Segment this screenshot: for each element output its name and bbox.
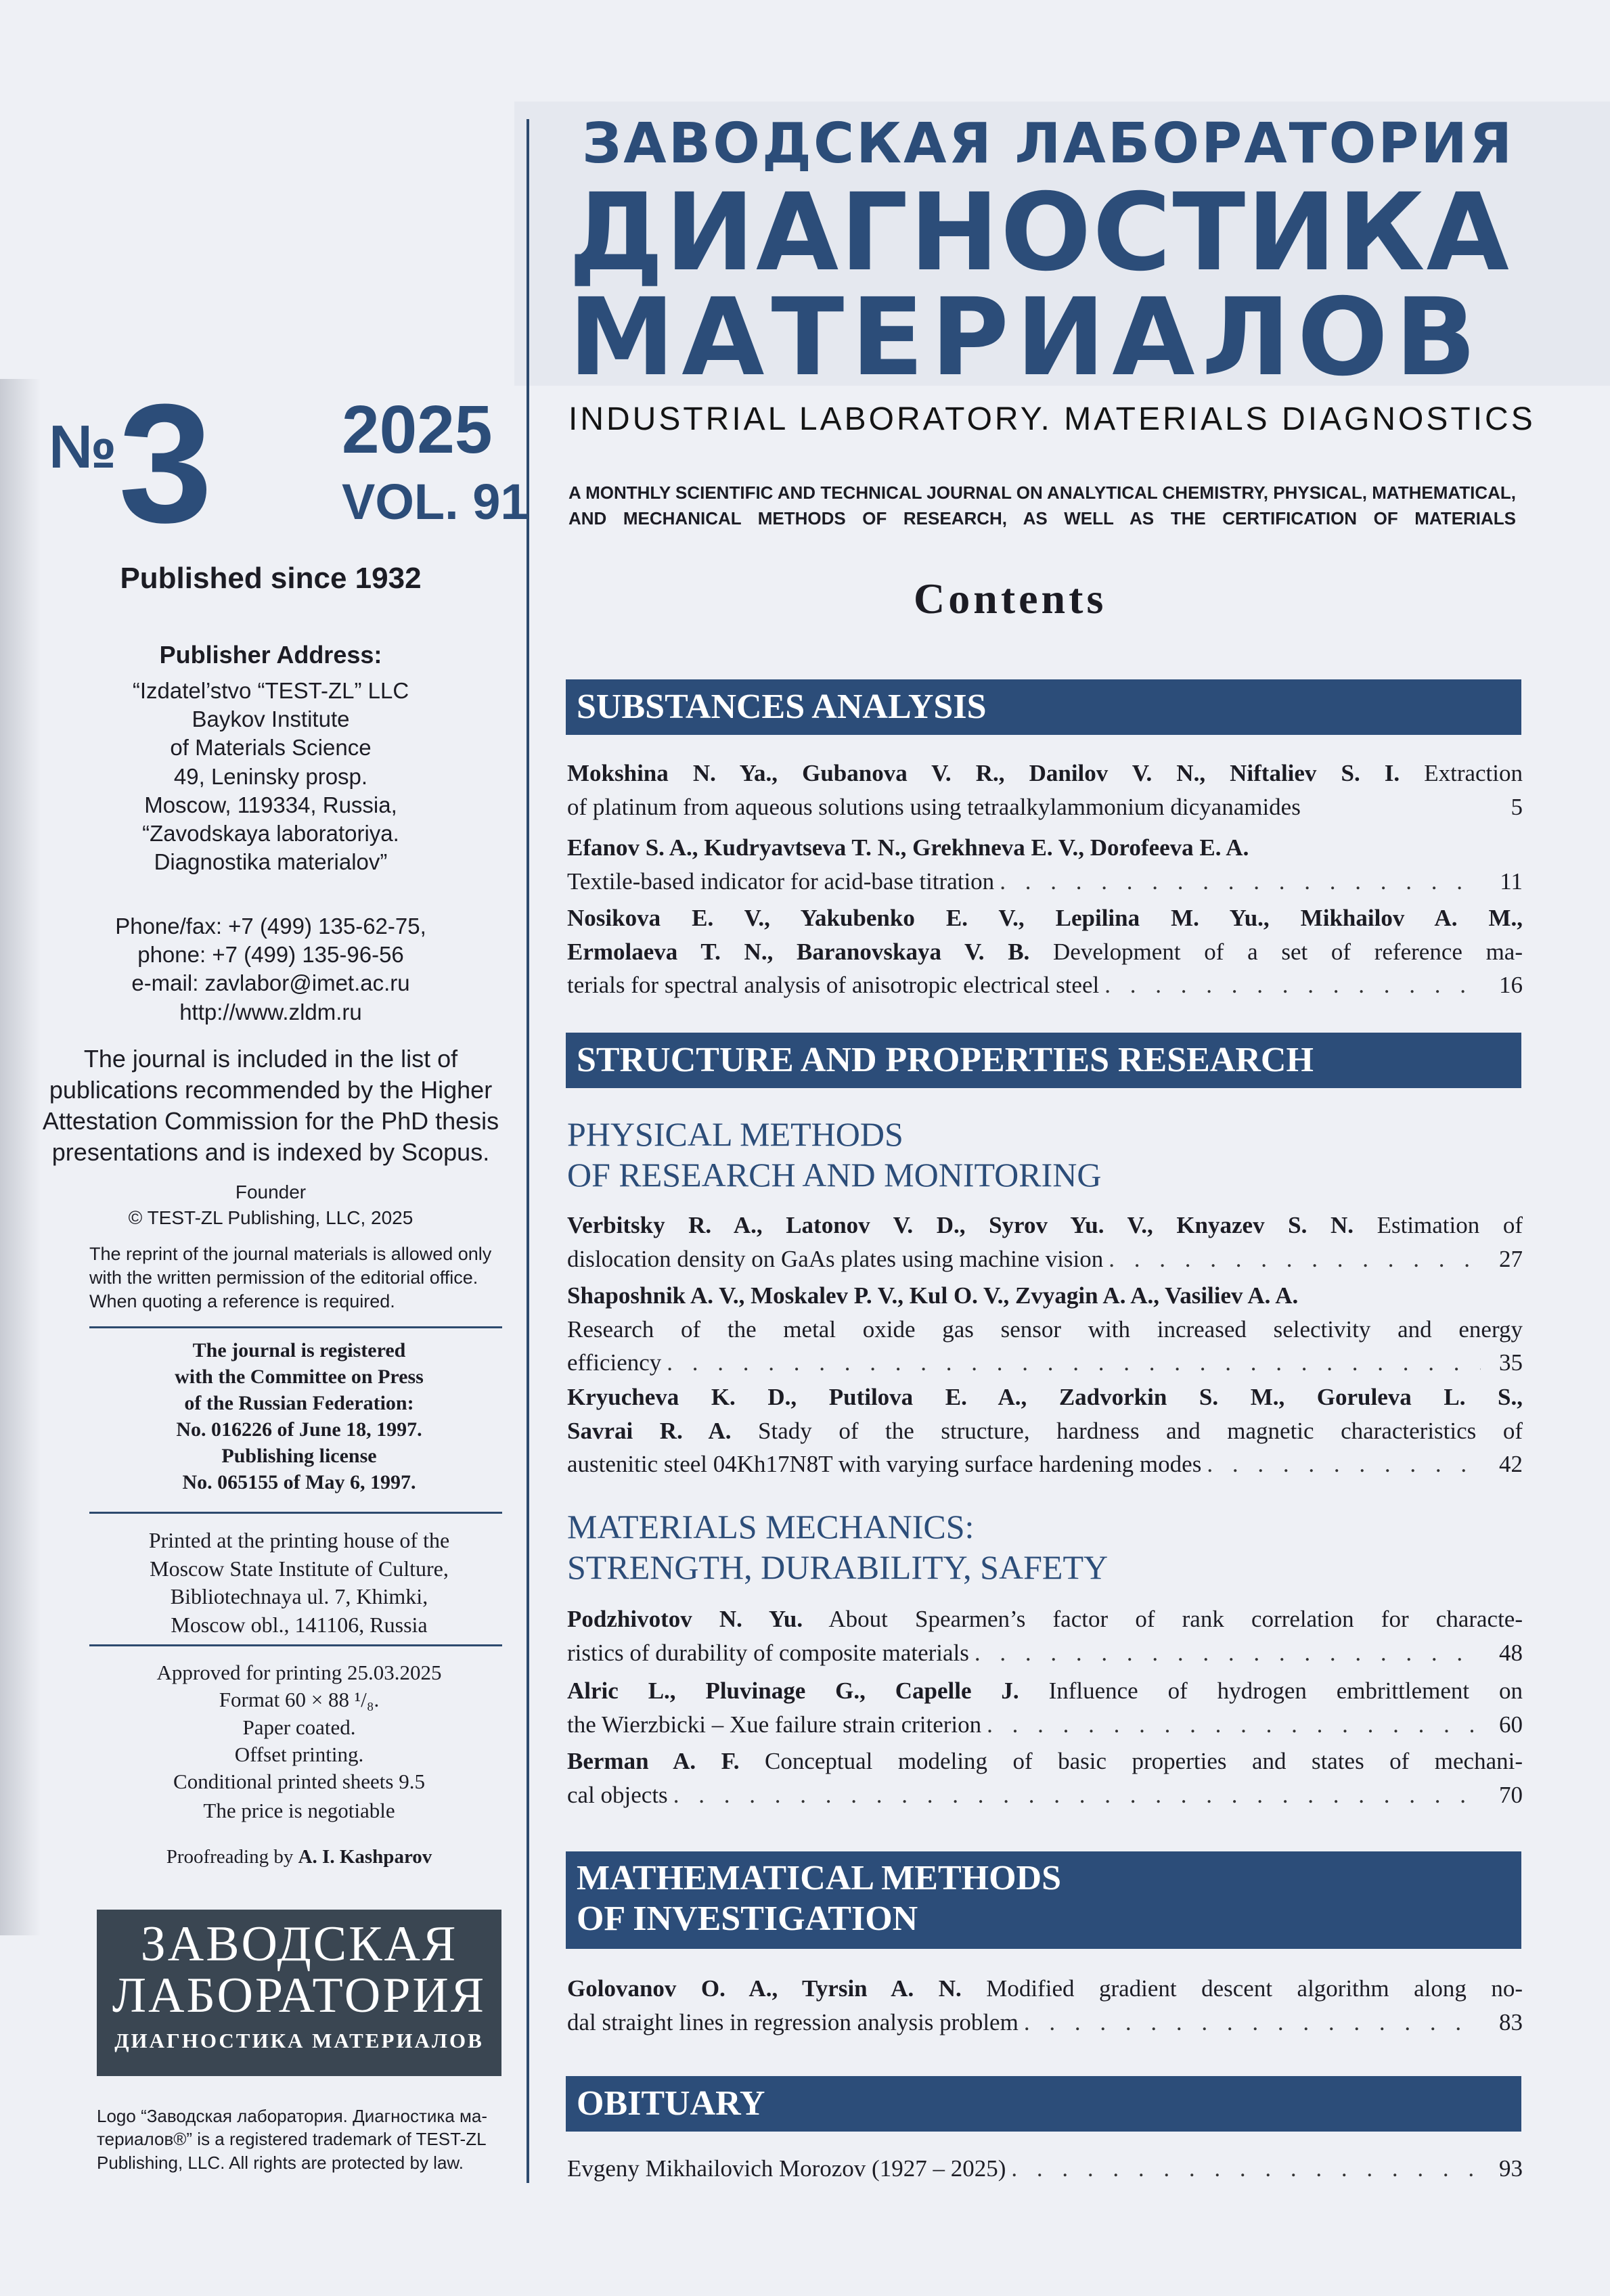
subsection-physical-methods: PHYSICAL METHODS OF RESEARCH AND MONITORING bbox=[567, 1115, 1102, 1194]
journal-logo: ЗАВОДСКАЯ ЛАБОРАТОРИЯ ДИАГНОСТИКА МАТЕРИАЛОВ bbox=[97, 1910, 501, 2076]
toc-entry[interactable]: Alric L., Pluvinage G., Capelle J. Influence of hydrogen embrittlement on the Wierzbicki – Xue failure strain criterion . . . 60 bbox=[567, 1674, 1523, 1741]
toc-entry[interactable]: Efanov S. A., Kudryavtseva T. N., Grekhneva E. V., Dorofeeva E. A. Textile-based indicator for acid-base titration . . . 11 bbox=[567, 831, 1523, 898]
masthead-line2: ДИАГНОСТИКА bbox=[568, 171, 1511, 295]
toc-entry[interactable]: Kryucheva K. D., Putilova E. A., Zadvorkin S. M., Goruleva L. S., Savrai R. A. Stady of the structure, hardness and magnetic characteristics of austenitic steel 04Kh17N8T with varying surface hardening modes . . . 42 bbox=[567, 1380, 1523, 1481]
toc-entry[interactable]: Berman A. F. Conceptual modeling of basic properties and states of mechani- cal objects . . . 70 bbox=[567, 1744, 1523, 1811]
section-mathematical-methods[interactable]: MATHEMATICAL METHODS OF INVESTIGATION bbox=[566, 1851, 1521, 1949]
section-obituary[interactable]: OBITUARY bbox=[566, 2076, 1521, 2132]
publisher-heading: Publisher Address: bbox=[159, 641, 382, 669]
founder-label: Founder bbox=[235, 1181, 307, 1202]
toc-entry[interactable]: Evgeny Mikhailovich Morozov (1927 – 2025) . . . 93 bbox=[567, 2152, 1523, 2186]
reprint-note: The reprint of the journal materials is allowed only with the written permission of the editorial office. When quoting a reference is required. bbox=[89, 1244, 492, 1312]
divider bbox=[89, 1326, 502, 1328]
section-structure-properties[interactable]: STRUCTURE AND PROPERTIES RESEARCH bbox=[566, 1033, 1521, 1088]
journal-description: A MONTHLY SCIENTIFIC AND TECHNICAL JOURNAL ON ANALYTICAL CHEMISTRY, PHYSICAL, MATHEMATICAL, AND MECHANICAL METHODS OF RESEARCH, AS WELL AS THE CERTIFICATION OF MATERIALS bbox=[568, 482, 1516, 528]
print-details: Approved for printing 25.03.2025 Format 60 × 88 ¹/₈. Paper coated. Offset printing. Conditional printed sheets 9.5 bbox=[156, 1661, 442, 1794]
toc-entry[interactable]: Mokshina N. Ya., Gubanova V. R., Danilov V. N., Niftaliev S. I. Extraction of platinum from aqueous solutions using tetraalkylammonium dicyanamides 5 bbox=[567, 760, 1523, 820]
issue-year: 2025 bbox=[342, 392, 493, 468]
divider bbox=[89, 1512, 502, 1514]
subsection-materials-mechanics: MATERIALS MECHANICS: STRENGTH, DURABILITY, SAFETY bbox=[567, 1508, 1109, 1586]
masthead-line1: ЗАВОДСКАЯ ЛАБОРАТОРИЯ bbox=[582, 112, 1515, 176]
section-substances-analysis[interactable]: SUBSTANCES ANALYSIS bbox=[566, 679, 1521, 735]
issue-number-label: № bbox=[49, 413, 117, 481]
published-since: Published since 1932 bbox=[120, 562, 422, 595]
toc-entry[interactable]: Golovanov O. A., Tyrsin A. N. Modified gradient descent algorithm along no- dal straight lines in regression analysis problem . . . 83 bbox=[567, 1972, 1523, 2039]
masthead-english: INDUSTRIAL LABORATORY. MATERIALS DIAGNOSTICS bbox=[568, 401, 1536, 437]
founder: © TEST-ZL Publishing, LLC, 2025 bbox=[128, 1207, 413, 1228]
trademark-note: Logo “Заводская лаборатория. Диагностика ма- териалов®” is a registered trademark of TEST-ZL Publishing, LLC. All rights are protected by law. bbox=[97, 2106, 488, 2173]
masthead-line3: МАТЕРИАЛОВ bbox=[568, 275, 1483, 400]
publisher-address: “Izdatel’stvo “TEST-ZL” LLC Baykov Institute of Materials Science 49, Leninsky prosp. Moscow, 119334, Russia, “Zavodskaya laboratoriya. Diagnostika materialov” bbox=[132, 678, 409, 875]
divider bbox=[89, 1644, 502, 1646]
toc-entry[interactable]: Nosikova E. V., Yakubenko E. V., Lepilina M. Yu., Mikhailov A. M., Ermolaeva T. N., Baranovskaya V. B. Development of a set of reference ma- terials for spectral analysis of anisotropic electrical steel . . . 16 bbox=[567, 901, 1523, 1002]
website-link[interactable]: http://www.zldm.ru bbox=[179, 999, 362, 1025]
registration: The journal is registered with the Committee on Press of the Russian Federation: No. 016226 of June 18, 1997. bbox=[175, 1339, 424, 1441]
issue-number: 3 bbox=[118, 369, 213, 558]
email-link[interactable]: e-mail: zavlabor@imet.ac.ru bbox=[131, 970, 410, 996]
toc-entry[interactable]: Shaposhnik A. V., Moskalev P. V., Kul O. V., Zvyagin A. A., Vasiliev A. A. Research of the metal oxide gas sensor with increased selectivity and energy efficiency . . . 35 bbox=[567, 1279, 1523, 1380]
price-note: The price is negotiable bbox=[203, 1799, 395, 1822]
issue-volume: VOL. 91 bbox=[342, 474, 529, 530]
printing-house: Printed at the printing house of the Moscow State Institute of Culture, Bibliotechnaya ul. 7, Khimki, Moscow obl., 141106, Russia bbox=[148, 1528, 450, 1637]
indexing-note: The journal is included in the list of publications recommended by the Higher Attestation Commission for the PhD thesis presentations and is indexed by Scopus. bbox=[42, 1045, 499, 1167]
toc-entry[interactable]: Verbitsky R. A., Latonov V. D., Syrov Yu. V., Knyazev S. N. Estimation of dislocation density on GaAs plates using machine vision . . . 27 bbox=[567, 1209, 1523, 1276]
contents-title: Contents bbox=[914, 575, 1107, 623]
publisher-contacts: Phone/fax: +7 (499) 135-62-75, phone: +7 (499) 135-96-56 e-mail: zavlabor@imet.ac.ru http://www.zldm.ru bbox=[0, 912, 541, 1027]
publishing-license: Publishing license No. 065155 of May 6, 1997. bbox=[182, 1445, 416, 1493]
toc-entry[interactable]: Podzhivotov N. Yu. About Spearmen’s factor of rank correlation for characte- ristics of durability of composite materials . . . 48 bbox=[567, 1602, 1523, 1669]
proofreading: Proofreading by A. I. Kashparov bbox=[166, 1846, 432, 1868]
